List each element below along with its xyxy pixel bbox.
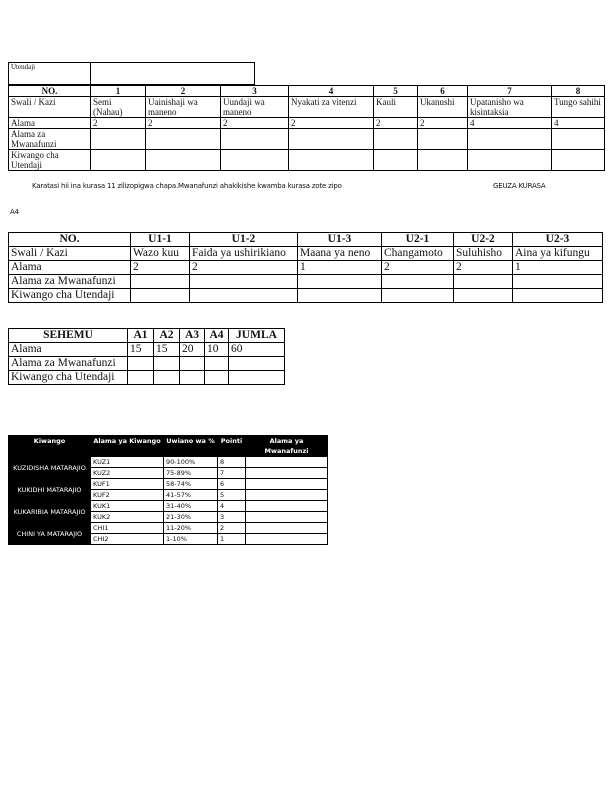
table-cell[interactable] — [454, 275, 513, 289]
student-mark-cell[interactable] — [246, 490, 328, 501]
table-cell: KUZ1 — [91, 457, 164, 468]
table-cell: 2 — [218, 523, 246, 534]
table-row — [9, 150, 605, 171]
student-mark-cell[interactable] — [246, 523, 328, 534]
table-cell: 1-10% — [164, 534, 218, 545]
table-cell[interactable] — [468, 129, 552, 150]
table-cell: Faida ya ushirikiano — [190, 247, 298, 261]
column-header: 5 — [374, 86, 418, 97]
table-row — [9, 289, 603, 303]
table-row — [9, 357, 285, 371]
student-mark-cell[interactable] — [246, 457, 328, 468]
table-cell[interactable] — [374, 129, 418, 150]
table-cell[interactable] — [154, 357, 180, 371]
page-count-note: Karatasi hii ina kurasa 11 zilizopigwa chapa.Mwanafunzi ahakikishe kwamba kurasa zote zipo — [32, 182, 342, 190]
table-cell: 2 — [289, 118, 374, 129]
table-cell: Changamoto — [382, 247, 454, 261]
table-cell[interactable] — [146, 150, 221, 171]
column-header: U1-2 — [190, 233, 298, 247]
table-cell: 2 — [221, 118, 289, 129]
table-cell: Uundaji wa maneno — [221, 97, 289, 118]
table-cell: 15 — [154, 343, 180, 357]
student-mark-cell[interactable] — [246, 501, 328, 512]
level-label: KUKIDHI MATARAJIO — [9, 479, 91, 501]
table-row — [9, 275, 603, 289]
table-cell[interactable] — [298, 289, 382, 303]
row-label: Alama za Mwanafunzi — [9, 129, 91, 150]
table-cell: KUF1 — [91, 479, 164, 490]
column-header: 2 — [146, 86, 221, 97]
table-cell[interactable] — [180, 357, 205, 371]
table-cell: KUZ2 — [91, 468, 164, 479]
row-label: Swali / Kazi — [9, 247, 131, 261]
column-header: 3 — [221, 86, 289, 97]
table-cell: 2 — [382, 261, 454, 275]
table-cell: 7 — [218, 468, 246, 479]
column-header: Alama ya Mwanafunzi — [246, 436, 328, 457]
table-cell: Semi (Nahau) — [91, 97, 146, 118]
table-cell[interactable] — [513, 275, 603, 289]
table-cell: CHI2 — [91, 534, 164, 545]
table-cell[interactable] — [205, 371, 229, 385]
table-cell: 10 — [205, 343, 229, 357]
table-row — [9, 118, 605, 129]
column-header: U2-2 — [454, 233, 513, 247]
table-cell: 1 — [513, 261, 603, 275]
table-cell[interactable] — [190, 275, 298, 289]
level-label: CHINI YA MATARAJIO — [9, 523, 91, 545]
table-cell[interactable] — [374, 150, 418, 171]
table-cell[interactable] — [382, 289, 454, 303]
summary-table — [8, 328, 285, 385]
column-header: U1-1 — [131, 233, 190, 247]
table-cell: Maana ya neno — [298, 247, 382, 261]
header-row — [9, 329, 285, 343]
table-cell: 60 — [229, 343, 285, 357]
table-cell: 3 — [218, 512, 246, 523]
column-header: U2-3 — [513, 233, 603, 247]
row-label: Alama za Mwanafunzi — [9, 275, 131, 289]
table-row — [9, 97, 605, 118]
table-cell: KUK1 — [91, 501, 164, 512]
table-cell[interactable] — [229, 357, 285, 371]
column-header: 1 — [91, 86, 146, 97]
table-cell: 11-20% — [164, 523, 218, 534]
column-header: U1-3 — [298, 233, 382, 247]
utendaji-box — [8, 62, 255, 85]
table-cell: 41-57% — [164, 490, 218, 501]
table-row — [9, 501, 328, 512]
column-header: A1 — [128, 329, 154, 343]
table-cell[interactable] — [221, 150, 289, 171]
level-label: KUZIDISHA MATARAJIO — [9, 457, 91, 479]
table-cell[interactable] — [382, 275, 454, 289]
table-cell: 5 — [218, 490, 246, 501]
table-cell[interactable] — [91, 150, 146, 171]
column-header: NO. — [9, 233, 131, 247]
column-header: Kiwango — [9, 436, 91, 457]
table-cell: 15 — [128, 343, 154, 357]
table-cell: 1 — [218, 534, 246, 545]
header-row — [9, 436, 328, 457]
table-cell[interactable] — [229, 371, 285, 385]
table-cell[interactable] — [221, 129, 289, 150]
table-row — [9, 343, 285, 357]
column-header: NO. — [9, 86, 91, 97]
table-cell[interactable] — [468, 150, 552, 171]
table-cell[interactable] — [91, 129, 146, 150]
table-cell: 2 — [454, 261, 513, 275]
table-row — [9, 371, 285, 385]
marks-table-2 — [8, 232, 603, 303]
column-header: A4 — [205, 329, 229, 343]
column-header: Uwiano wa % — [164, 436, 218, 457]
table-cell: 2 — [91, 118, 146, 129]
column-header: SEHEMU — [9, 329, 128, 343]
table-cell: 90-100% — [164, 457, 218, 468]
table-cell[interactable] — [131, 289, 190, 303]
table-cell: 2 — [190, 261, 298, 275]
header-row — [9, 86, 605, 97]
column-header: U2-1 — [382, 233, 454, 247]
grading-scale-table — [8, 435, 328, 545]
table-cell: 2 — [131, 261, 190, 275]
table-cell[interactable] — [418, 129, 468, 150]
table-cell: 20 — [180, 343, 205, 357]
utendaji-value-cell[interactable] — [91, 63, 255, 85]
student-mark-cell[interactable] — [246, 479, 328, 490]
table-row — [9, 479, 328, 490]
table-cell: 1 — [298, 261, 382, 275]
table-row — [9, 457, 328, 468]
table-cell: Uainishaji wa maneno — [146, 97, 221, 118]
row-label: Alama za Mwanafunzi — [9, 357, 128, 371]
table-cell: 58-74% — [164, 479, 218, 490]
table-cell[interactable] — [190, 289, 298, 303]
column-header: JUMLA — [229, 329, 285, 343]
row-label: Kiwango cha Utendaji — [9, 289, 131, 303]
student-mark-cell[interactable] — [246, 468, 328, 479]
table-cell: 2 — [146, 118, 221, 129]
table-cell[interactable] — [154, 371, 180, 385]
column-header: 7 — [468, 86, 552, 97]
row-label: Alama — [9, 343, 128, 357]
level-label: KUKARIBIA MATARAJIO — [9, 501, 91, 523]
table-cell[interactable] — [454, 289, 513, 303]
table-cell: Nyakati za vitenzi — [289, 97, 374, 118]
turn-page-note: GEUZA KURASA — [493, 182, 546, 190]
column-header: A3 — [180, 329, 205, 343]
table-cell[interactable] — [128, 371, 154, 385]
table-row — [9, 247, 603, 261]
column-header: Alama ya Kiwango — [91, 436, 164, 457]
table-cell: 2 — [374, 118, 418, 129]
row-label: Kiwango cha Utendaji — [9, 150, 91, 171]
table-cell: Wazo kuu — [131, 247, 190, 261]
utendaji-label: Utendaji — [9, 63, 91, 85]
table-row — [9, 523, 328, 534]
table-cell[interactable] — [552, 129, 605, 150]
column-header: 6 — [418, 86, 468, 97]
table-cell: 8 — [218, 457, 246, 468]
table-cell[interactable] — [418, 150, 468, 171]
table-cell: Upatanisho wa kisintaksia — [468, 97, 552, 118]
table-cell: KUK2 — [91, 512, 164, 523]
column-header: 8 — [552, 86, 605, 97]
table-cell: KUF2 — [91, 490, 164, 501]
student-mark-cell[interactable] — [246, 512, 328, 523]
section-label: A4 — [10, 208, 19, 216]
table-cell[interactable] — [552, 150, 605, 171]
student-mark-cell[interactable] — [246, 534, 328, 545]
table-cell: 6 — [218, 479, 246, 490]
row-label: Swali / Kazi — [9, 97, 91, 118]
table-cell: Tungo sahihi — [552, 97, 605, 118]
table-cell[interactable] — [146, 129, 221, 150]
table-cell[interactable] — [289, 129, 374, 150]
table-cell[interactable] — [205, 357, 229, 371]
table-cell: 2 — [418, 118, 468, 129]
table-cell: 4 — [468, 118, 552, 129]
column-header: 4 — [289, 86, 374, 97]
row-label: Alama — [9, 118, 91, 129]
header-row — [9, 233, 603, 247]
table-row — [9, 261, 603, 275]
table-cell: 4 — [552, 118, 605, 129]
table-cell[interactable] — [131, 275, 190, 289]
row-label: Kiwango cha Utendaji — [9, 371, 128, 385]
table-cell: Kauli — [374, 97, 418, 118]
marks-table-1 — [8, 85, 605, 171]
table-cell: 21-30% — [164, 512, 218, 523]
table-cell: 4 — [218, 501, 246, 512]
table-cell[interactable] — [513, 289, 603, 303]
table-cell: 75-89% — [164, 468, 218, 479]
table-cell: CHI1 — [91, 523, 164, 534]
table-row — [9, 129, 605, 150]
table-cell: Ukanushi — [418, 97, 468, 118]
column-header: Pointi — [218, 436, 246, 457]
column-header: A2 — [154, 329, 180, 343]
table-cell[interactable] — [180, 371, 205, 385]
utendaji-row — [9, 63, 255, 85]
table-cell: Aina ya kifungu — [513, 247, 603, 261]
table-cell[interactable] — [289, 150, 374, 171]
table-cell[interactable] — [128, 357, 154, 371]
table-cell: Suluhisho — [454, 247, 513, 261]
table-cell[interactable] — [298, 275, 382, 289]
table-cell: 31-40% — [164, 501, 218, 512]
row-label: Alama — [9, 261, 131, 275]
